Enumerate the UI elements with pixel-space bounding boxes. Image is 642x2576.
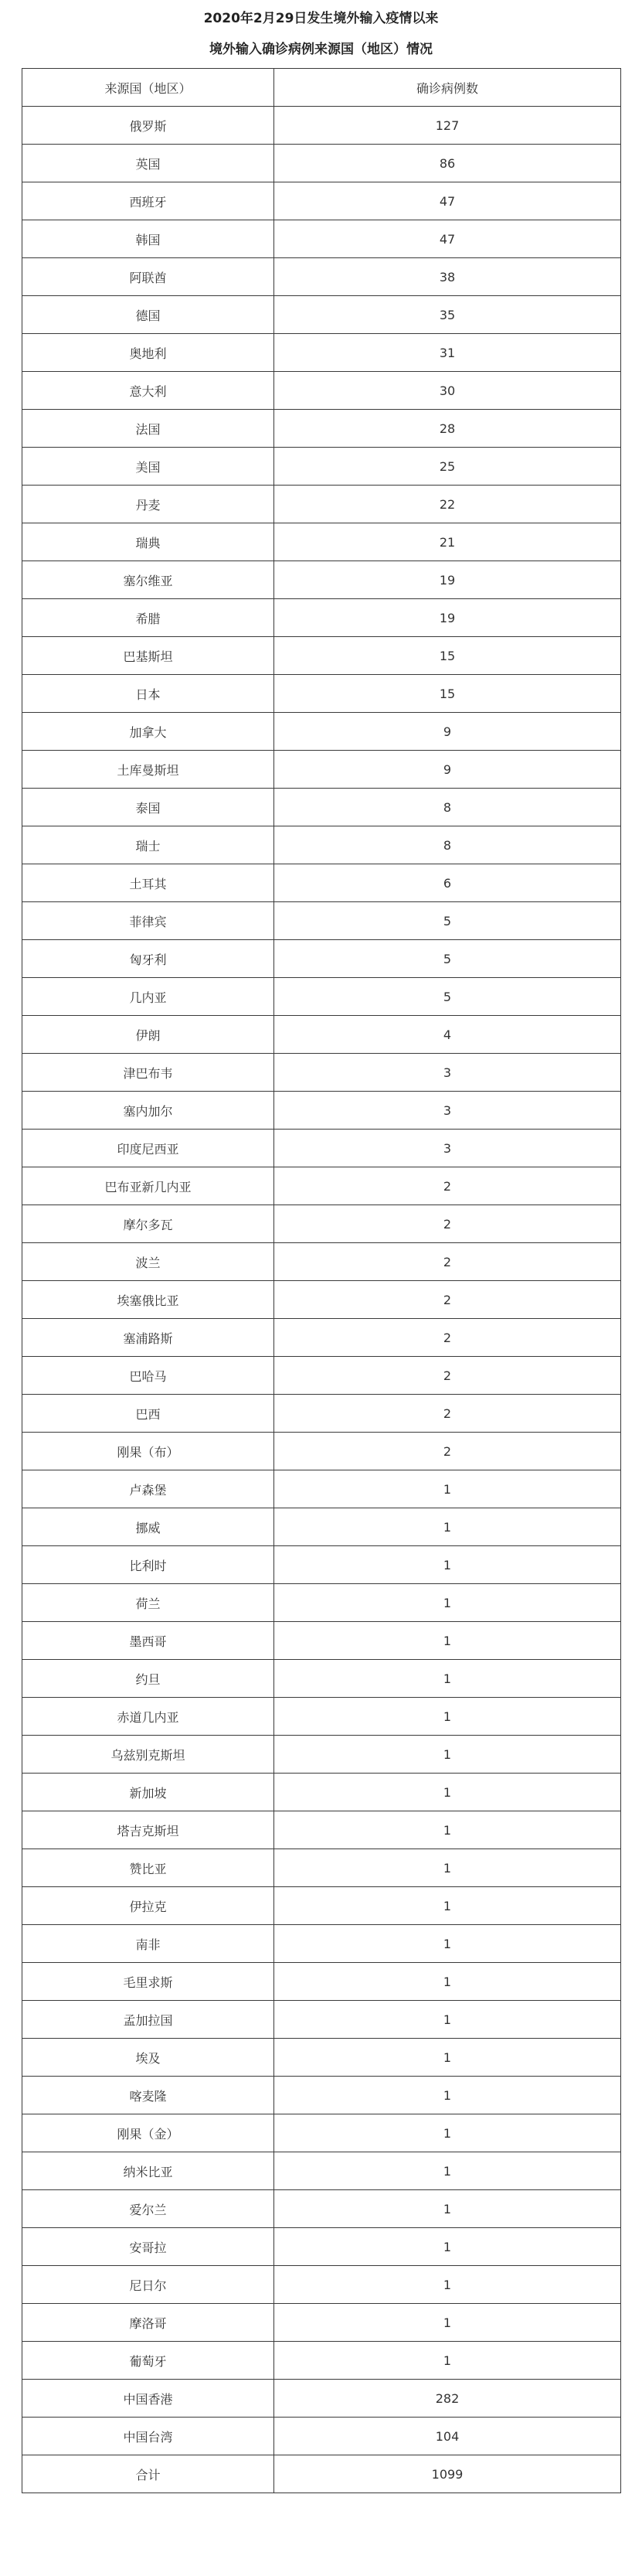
country-cell: 摩尔多瓦 <box>22 1205 274 1243</box>
country-cell: 美国 <box>22 448 274 486</box>
table-row <box>22 334 621 372</box>
country-cell: 乌兹别克斯坦 <box>22 1736 274 1774</box>
country-cell: 英国 <box>22 145 274 182</box>
source-country-table <box>22 68 621 2493</box>
table-row <box>22 902 621 940</box>
case-count-cell: 2 <box>274 1205 621 1243</box>
country-cell: 巴基斯坦 <box>22 637 274 675</box>
case-count-cell: 8 <box>274 789 621 826</box>
table-row <box>22 1092 621 1130</box>
table-row <box>22 1281 621 1319</box>
case-count-cell: 25 <box>274 448 621 486</box>
case-count-cell: 1 <box>274 2039 621 2077</box>
table-row <box>22 1167 621 1205</box>
table-row <box>22 2228 621 2266</box>
table-row <box>22 1054 621 1092</box>
case-count-cell: 2 <box>274 1281 621 1319</box>
table-row <box>22 1130 621 1167</box>
table-row <box>22 2455 621 2493</box>
table-header-row <box>22 69 621 107</box>
table-row <box>22 599 621 637</box>
table-row <box>22 523 621 561</box>
case-count-cell: 2 <box>274 1319 621 1357</box>
case-count-cell: 31 <box>274 334 621 372</box>
case-count-cell: 47 <box>274 220 621 258</box>
table-row <box>22 2304 621 2342</box>
case-count-cell: 15 <box>274 675 621 713</box>
case-count-cell: 38 <box>274 258 621 296</box>
table-row <box>22 1508 621 1546</box>
case-count-cell: 2 <box>274 1243 621 1281</box>
table-row <box>22 2418 621 2455</box>
table-row <box>22 1319 621 1357</box>
country-cell: 西班牙 <box>22 182 274 220</box>
country-cell: 塞内加尔 <box>22 1092 274 1130</box>
table-row <box>22 789 621 826</box>
country-cell: 埃及 <box>22 2039 274 2077</box>
page-title: 2020年2月29日发生境外输入疫情以来 <box>203 11 439 26</box>
table-row <box>22 2077 621 2114</box>
case-count-cell: 6 <box>274 864 621 902</box>
case-count-cell: 2 <box>274 1167 621 1205</box>
case-count-cell: 1 <box>274 1736 621 1774</box>
table-row <box>22 1433 621 1470</box>
table-row <box>22 145 621 182</box>
country-cell: 赤道几内亚 <box>22 1698 274 1736</box>
table-row <box>22 258 621 296</box>
case-count-cell: 5 <box>274 940 621 978</box>
case-count-cell: 1 <box>274 1887 621 1925</box>
case-count-cell: 1 <box>274 2001 621 2039</box>
table-body <box>22 107 621 2493</box>
country-cell: 毛里求斯 <box>22 1963 274 2001</box>
case-count-cell: 86 <box>274 145 621 182</box>
country-cell: 新加坡 <box>22 1774 274 1811</box>
case-count-cell: 9 <box>274 751 621 789</box>
country-cell: 瑞典 <box>22 523 274 561</box>
table-row <box>22 1698 621 1736</box>
country-cell: 德国 <box>22 296 274 334</box>
case-count-cell: 1 <box>274 2304 621 2342</box>
table-row <box>22 1622 621 1660</box>
table-row <box>22 713 621 751</box>
case-count-cell: 1 <box>274 1849 621 1887</box>
case-count-cell: 1 <box>274 2077 621 2114</box>
country-cell: 挪威 <box>22 1508 274 1546</box>
country-cell: 泰国 <box>22 789 274 826</box>
case-count-cell: 30 <box>274 372 621 410</box>
country-cell: 土耳其 <box>22 864 274 902</box>
table-row <box>22 1963 621 2001</box>
column-header-country: 来源国（地区） <box>22 69 274 107</box>
case-count-cell: 1 <box>274 2228 621 2266</box>
country-cell: 埃塞俄比亚 <box>22 1281 274 1319</box>
country-cell: 日本 <box>22 675 274 713</box>
table-row <box>22 182 621 220</box>
case-count-cell: 2 <box>274 1395 621 1433</box>
table-row <box>22 864 621 902</box>
country-cell: 土库曼斯坦 <box>22 751 274 789</box>
country-cell: 巴布亚新几内亚 <box>22 1167 274 1205</box>
country-cell: 巴西 <box>22 1395 274 1433</box>
country-cell: 中国香港 <box>22 2380 274 2418</box>
country-cell: 赞比亚 <box>22 1849 274 1887</box>
case-count-cell: 1 <box>274 1925 621 1963</box>
table-row <box>22 751 621 789</box>
table-title: 境外输入确诊病例来源国（地区）情况 <box>209 42 433 57</box>
country-cell: 匈牙利 <box>22 940 274 978</box>
country-cell: 丹麦 <box>22 486 274 523</box>
country-cell: 合计 <box>22 2455 274 2493</box>
case-count-cell: 127 <box>274 107 621 145</box>
table-row <box>22 2190 621 2228</box>
country-cell: 加拿大 <box>22 713 274 751</box>
country-cell: 荷兰 <box>22 1584 274 1622</box>
country-cell: 巴哈马 <box>22 1357 274 1395</box>
country-cell: 比利时 <box>22 1546 274 1584</box>
table-row <box>22 296 621 334</box>
table-row <box>22 220 621 258</box>
country-cell: 刚果（布） <box>22 1433 274 1470</box>
case-count-cell: 22 <box>274 486 621 523</box>
table-row <box>22 637 621 675</box>
country-cell: 塞浦路斯 <box>22 1319 274 1357</box>
table-row <box>22 1016 621 1054</box>
country-cell: 约旦 <box>22 1660 274 1698</box>
table-row <box>22 978 621 1016</box>
table-row <box>22 1584 621 1622</box>
case-count-cell: 1 <box>274 1470 621 1508</box>
country-cell: 意大利 <box>22 372 274 410</box>
case-count-cell: 1099 <box>274 2455 621 2493</box>
table-row <box>22 1849 621 1887</box>
case-count-cell: 21 <box>274 523 621 561</box>
table-row <box>22 1357 621 1395</box>
case-count-cell: 1 <box>274 1508 621 1546</box>
table-row <box>22 1546 621 1584</box>
country-cell: 俄罗斯 <box>22 107 274 145</box>
case-count-cell: 1 <box>274 1811 621 1849</box>
country-cell: 刚果（金） <box>22 2114 274 2152</box>
country-cell: 尼日尔 <box>22 2266 274 2304</box>
table-row <box>22 2266 621 2304</box>
country-cell: 津巴布韦 <box>22 1054 274 1092</box>
case-count-cell: 3 <box>274 1130 621 1167</box>
case-count-cell: 19 <box>274 561 621 599</box>
table-row <box>22 2152 621 2190</box>
table-row <box>22 2380 621 2418</box>
table-row <box>22 107 621 145</box>
table-row <box>22 448 621 486</box>
case-count-cell: 1 <box>274 2266 621 2304</box>
case-count-cell: 5 <box>274 978 621 1016</box>
case-count-cell: 19 <box>274 599 621 637</box>
table-row <box>22 2114 621 2152</box>
case-count-cell: 5 <box>274 902 621 940</box>
country-cell: 法国 <box>22 410 274 448</box>
table-row <box>22 826 621 864</box>
table-row <box>22 675 621 713</box>
table-row <box>22 372 621 410</box>
case-count-cell: 1 <box>274 2152 621 2190</box>
case-count-cell: 9 <box>274 713 621 751</box>
country-cell: 波兰 <box>22 1243 274 1281</box>
country-cell: 卢森堡 <box>22 1470 274 1508</box>
table-row <box>22 1925 621 1963</box>
table-row <box>22 1395 621 1433</box>
case-count-cell: 1 <box>274 1546 621 1584</box>
table-row <box>22 410 621 448</box>
case-count-cell: 1 <box>274 1622 621 1660</box>
country-cell: 摩洛哥 <box>22 2304 274 2342</box>
country-cell: 阿联酋 <box>22 258 274 296</box>
table-row <box>22 1660 621 1698</box>
country-cell: 几内亚 <box>22 978 274 1016</box>
country-cell: 葡萄牙 <box>22 2342 274 2380</box>
case-count-cell: 104 <box>274 2418 621 2455</box>
country-cell: 韩国 <box>22 220 274 258</box>
case-count-cell: 28 <box>274 410 621 448</box>
table-row <box>22 2001 621 2039</box>
country-cell: 墨西哥 <box>22 1622 274 1660</box>
table-row <box>22 940 621 978</box>
case-count-cell: 4 <box>274 1016 621 1054</box>
country-cell: 瑞士 <box>22 826 274 864</box>
table-row <box>22 1205 621 1243</box>
case-count-cell: 1 <box>274 1660 621 1698</box>
case-count-cell: 1 <box>274 1963 621 2001</box>
country-cell: 塔吉克斯坦 <box>22 1811 274 1849</box>
table-row <box>22 1811 621 1849</box>
case-count-cell: 3 <box>274 1054 621 1092</box>
country-cell: 印度尼西亚 <box>22 1130 274 1167</box>
country-cell: 中国台湾 <box>22 2418 274 2455</box>
case-count-cell: 15 <box>274 637 621 675</box>
table-row <box>22 486 621 523</box>
table-row <box>22 1887 621 1925</box>
country-cell: 纳米比亚 <box>22 2152 274 2190</box>
table-row <box>22 1774 621 1811</box>
table-row <box>22 1470 621 1508</box>
case-count-cell: 1 <box>274 2114 621 2152</box>
case-count-cell: 282 <box>274 2380 621 2418</box>
country-cell: 孟加拉国 <box>22 2001 274 2039</box>
country-cell: 安哥拉 <box>22 2228 274 2266</box>
country-cell: 菲律宾 <box>22 902 274 940</box>
country-cell: 南非 <box>22 1925 274 1963</box>
case-count-cell: 2 <box>274 1433 621 1470</box>
case-count-cell: 47 <box>274 182 621 220</box>
country-cell: 爱尔兰 <box>22 2190 274 2228</box>
case-count-cell: 1 <box>274 2190 621 2228</box>
case-count-cell: 1 <box>274 1584 621 1622</box>
table-row <box>22 1243 621 1281</box>
case-count-cell: 1 <box>274 2342 621 2380</box>
case-count-cell: 8 <box>274 826 621 864</box>
country-cell: 塞尔维亚 <box>22 561 274 599</box>
country-cell: 希腊 <box>22 599 274 637</box>
table-row <box>22 1736 621 1774</box>
column-header-cases: 确诊病例数 <box>274 69 621 107</box>
table-row <box>22 2342 621 2380</box>
table-row <box>22 2039 621 2077</box>
case-count-cell: 2 <box>274 1357 621 1395</box>
case-count-cell: 35 <box>274 296 621 334</box>
country-cell: 喀麦隆 <box>22 2077 274 2114</box>
table-row <box>22 561 621 599</box>
country-cell: 伊朗 <box>22 1016 274 1054</box>
case-count-cell: 1 <box>274 1698 621 1736</box>
country-cell: 奥地利 <box>22 334 274 372</box>
country-cell: 伊拉克 <box>22 1887 274 1925</box>
case-count-cell: 3 <box>274 1092 621 1130</box>
case-count-cell: 1 <box>274 1774 621 1811</box>
